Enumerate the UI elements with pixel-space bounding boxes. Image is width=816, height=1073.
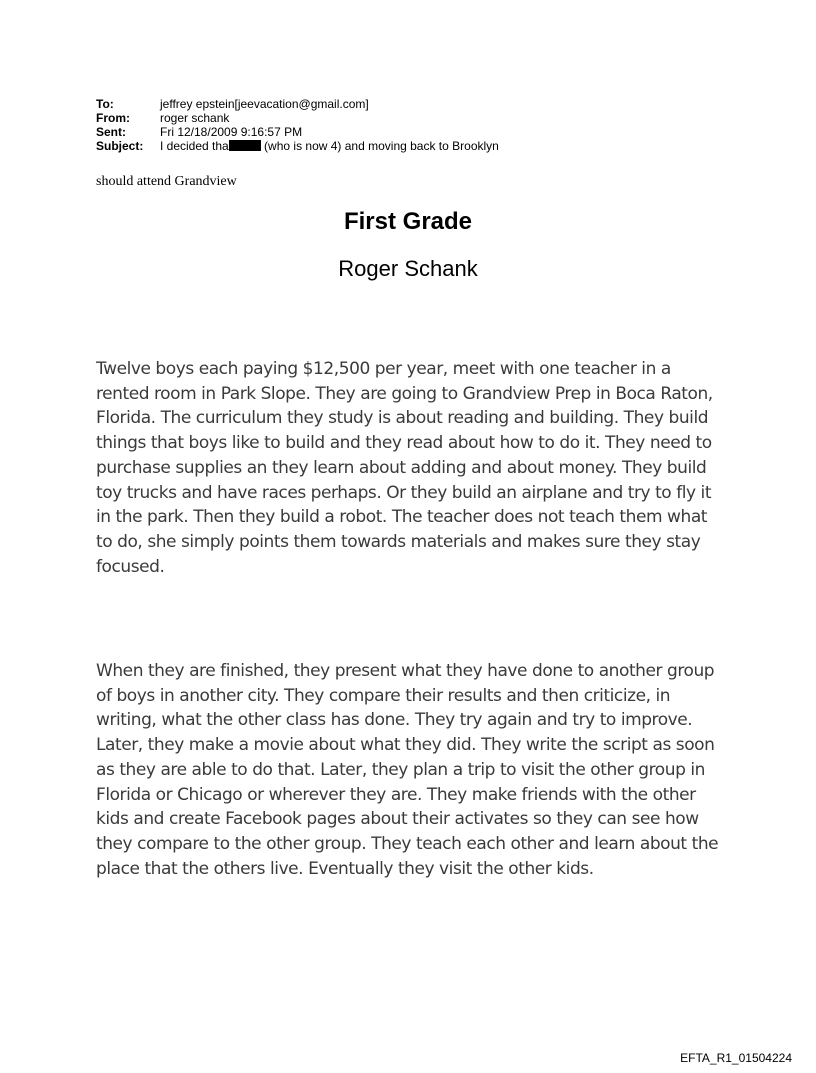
sent-value: Fri 12/18/2009 9:16:57 PM [160,125,303,139]
subject-text-end: (who is now 4) and moving back to Brooklyn [260,139,499,153]
document-id: EFTA_R1_01504224 [680,1051,792,1065]
document-author: Roger Schank [338,256,478,281]
to-label: To: [96,97,114,111]
to-row [96,97,499,111]
subject-text-start: I decided tha [160,139,229,153]
sent-label: Sent: [96,125,126,139]
from-label: From: [96,111,130,125]
from-value: roger schank [160,111,230,125]
body-paragraph: When they are finished, they present what they have done to another group of boys in another city. They compare their results and then criticize, in writing, what the other class has done. They try again and try to improve. Later, they make a movie about what they did. They write the script as soon as they are able to do that. Later, they plan a trip to visit the other group in Florida or Chicago or wherever they are. They make friends with the other kids and create Facebook pages about their activates so they can see how they compare to the other group. They teach each other and learn about the place that the others live. Eventually they visit the other kids. [96,661,719,879]
document-title: First Grade [343,208,473,235]
email-header [96,97,499,153]
sent-row [96,125,499,139]
from-row [96,111,499,125]
redaction-block [229,140,261,151]
subject-continuation: should attend Grandview [96,174,237,189]
subject-label: Subject: [96,139,144,153]
subject-value [160,139,499,153]
body-paragraph: Twelve boys each paying $12,500 per year, meet with one teacher in a rented room in Park Slope. They are going to Grandview Prep in Boca Raton, Florida. The curriculum they study is about reading and building. They build things that boys like to build and they read about how to do it. They need to purchase supplies an they learn about adding and about money. They build toy trucks and have races perhaps. Or they build an airplane and try to fly it in the park. Then they build a robot. The teacher does not teach them what to do, she simply points them towards materials and makes sure they stay focused. [96,359,713,577]
to-value: jeffrey epstein[jeevacation@gmail.com] [160,97,369,111]
subject-row [96,139,499,153]
